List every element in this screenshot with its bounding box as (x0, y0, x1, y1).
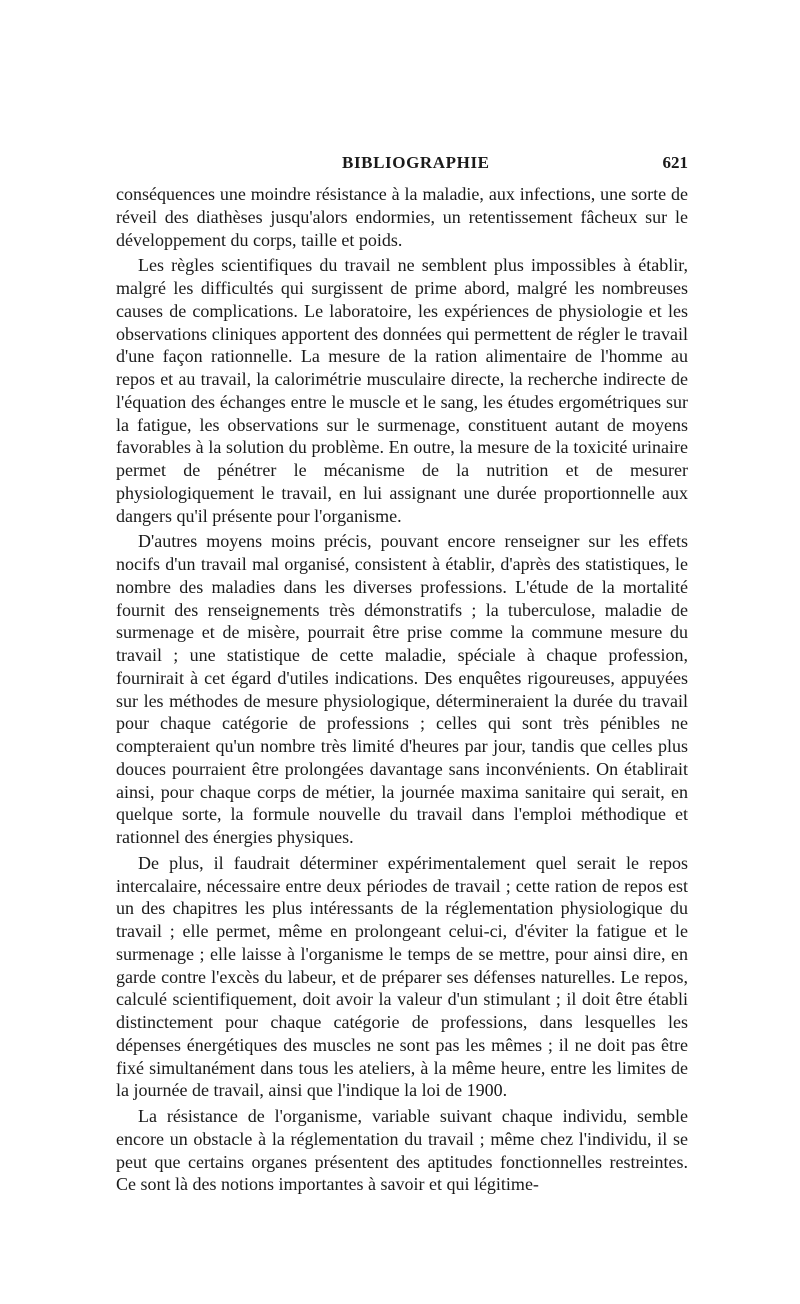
page-number: 621 (662, 153, 688, 172)
paragraph: De plus, il faudrait déterminer expérimentalement quel serait le repos intercalaire, nécessaire entre deux périodes de travail ; cette ration de repos est un des chapitres les plus intéressants de la réglementation physiologique du travail ; elle permet, même en prolongeant celui-ci, d'éviter la fatigue et le surmenage ; elle laisse à l'organisme le temps de se mettre, pour ainsi dire, en garde contre l'excès du labeur, et de préparer ses défenses naturelles. Le repos, calculé scientifiquement, doit avoir la valeur d'un stimulant ; il doit être établi distinctement pour chaque catégorie de professions, dans lesquelles les dépenses énergétiques des muscles ne sont pas les mêmes ; il ne doit pas être fixé simultanément dans tous les ateliers, à la même heure, entre les limites de la journée de travail, ainsi que l'indique la loi de 1900. (116, 852, 688, 1101)
body-text (116, 183, 688, 1199)
running-title: BIBLIOGRAPHIE (342, 153, 490, 172)
paragraph: La résistance de l'organisme, variable suivant chaque individu, semble encore un obstacle à la réglementation du travail ; même chez l'individu, il se peut que certains organes présentent des aptitudes fonctionnelles restreintes. Ce sont là des notions importantes à savoir et qui légitime- (116, 1106, 688, 1195)
page-header (116, 153, 688, 177)
paragraph-continuation: conséquences une moindre résistance à la maladie, aux infections, une sorte de réveil des diathèses jusqu'alors endormies, un retentissement fâcheux sur le développement du corps, taille et poids. (116, 184, 688, 250)
paragraph: D'autres moyens moins précis, pouvant encore renseigner sur les effets nocifs d'un travail mal organisé, consistent à établir, d'après des statistiques, le nombre des maladies dans les diverses professions. L'étude de la mortalité fournit des renseignements très démonstratifs ; la tuberculose, maladie de surmenage et de misère, pourrait être prise comme la commune mesure du travail ; une statistique de cette maladie, spéciale à chaque profession, fournirait à cet égard d'utiles indications. Des enquêtes rigoureuses, appuyées sur les méthodes de mesure physiologique, détermineraient la durée du travail pour chaque catégorie de professions ; celles qui sont très pénibles ne compteraient qu'un nombre très limité d'heures par jour, tandis que celles plus douces pourraient être prolongées davantage sans inconvénients. On établirait ainsi, pour chaque corps de métier, la journée maxima sanitaire qui serait, en quelque sorte, la formule nouvelle du travail dans l'emploi méthodique et rationnel des énergies physiques. (116, 531, 688, 847)
paragraph: Les règles scientifiques du travail ne semblent plus impossibles à établir, malgré les difficultés qui surgissent de prime abord, malgré les nombreuses causes de complications. Le laboratoire, les expériences de physiologie et les observations cliniques apportent des données qui permettent de régler le travail d'une façon rationnelle. La mesure de la ration alimentaire de l'homme au repos et au travail, la calorimétrie musculaire directe, la recherche indirecte de l'équation des échanges entre le muscle et le sang, les études ergométriques sur la fatigue, les observations sur le surmenage, constituent autant de moyens favorables à la solution du problème. En outre, la mesure de la toxicité urinaire permet de pénétrer le mécanisme de la nutrition et de mesurer physiologiquement le travail, en lui assignant une durée proportionnelle aux dangers qu'il présente pour l'organisme. (116, 255, 688, 526)
